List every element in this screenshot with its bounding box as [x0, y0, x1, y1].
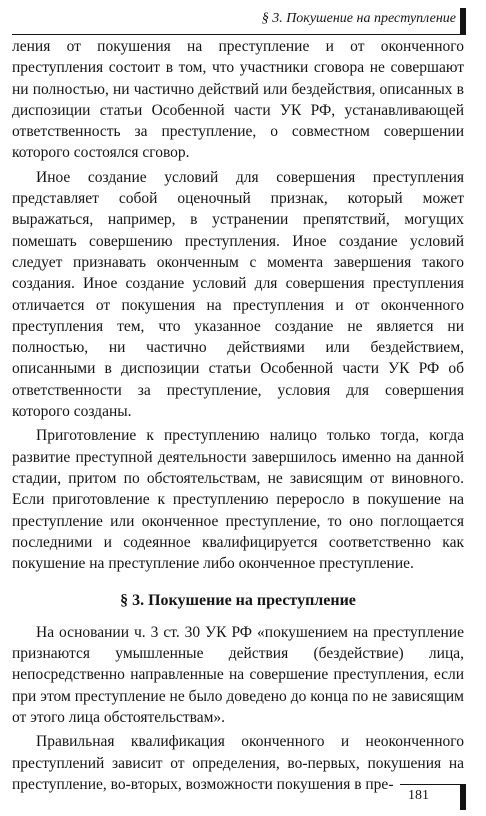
paragraph: ления от покушения на преступление и от оконченного преступления состоит в том, что участники сговора не совершают ни полностью, ни частично действий или бездействия, описанных в диспозиции статьи Особенной части УК РФ, устанавливающей ответственность за преступление, о совместном совершении которого состоялся сговор. [12, 38, 464, 162]
body-text [12, 36, 464, 795]
section-heading: § 3. Покушение на преступление [120, 592, 356, 610]
header-rule [12, 34, 466, 35]
header-bar [460, 8, 466, 34]
page-number: 181 [408, 788, 429, 803]
paragraph: Приготовление к преступлению налицо только тогда, когда развитие преступной деятельности завершилось именно на данной стадии, притом по обстоятельствам, не зависящим от виновного. Если приготовление к преступлению переросло в покушение на преступление или оконченное преступление, то оно поглощается последними и содеянное квалифицируется соответственно как покушение на преступление либо оконченное преступление. [12, 427, 464, 573]
paragraph: Правильная квалификация оконченного и неоконченного преступлений зависит от определения, во-первых, покушения на преступление, во-вторых, возможности покушения в пре- [12, 733, 464, 793]
footer-rule [400, 784, 466, 785]
paragraph: Иное создание условий для совершения преступления представляет собой оценочный признак, который может выражаться, например, в устранении препятствий, могущих помешать совершению преступления. Иное создание условий следует признавать оконченным с момента завершения такого создания. Иное создание условий для совершения преступления отличается от покушения на преступления и от оконченного преступления тем, что указанное создание не является ни полностью, ни частично действиями или бездействием, описанными в диспозиции статьи Особенной части УК РФ об ответственности за преступление, условия для совершения которого созданы. [12, 168, 464, 421]
paragraph: На основании ч. 3 ст. 30 УК РФ «покушением на преступление признаются умышленные действия (бездействие) лица, непосредственно направленные на совершение преступления, если при этом преступление не было доведено до конца по не зависящим от этого лица обстоятельствам». [12, 623, 464, 726]
footer-bar [460, 784, 466, 810]
running-head: § 3. Покушение на преступление [261, 11, 456, 26]
